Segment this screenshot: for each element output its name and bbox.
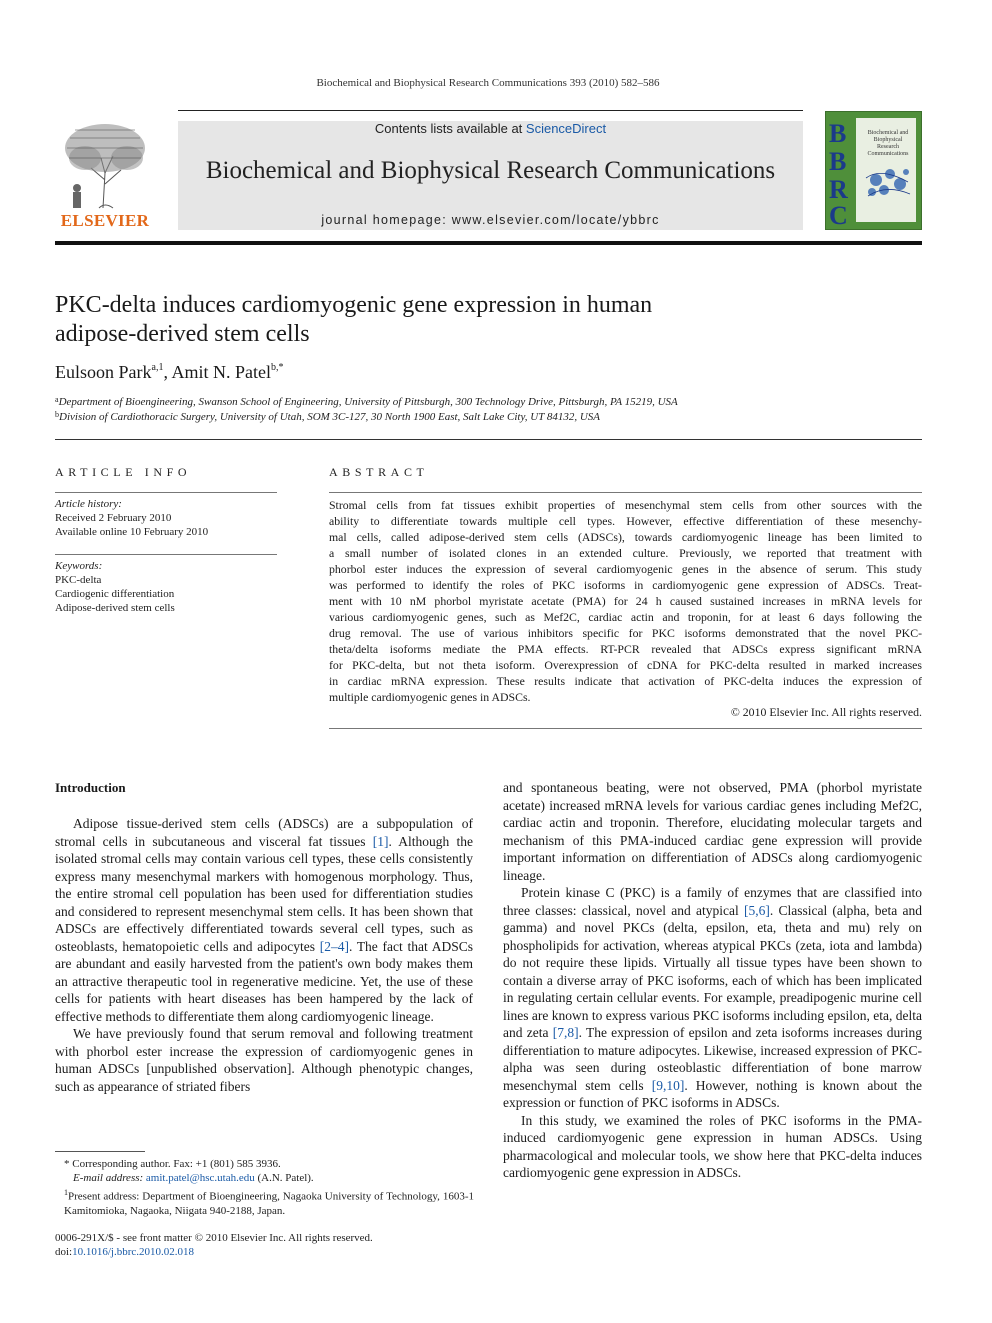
contents-prefix: Contents lists available at	[374, 121, 526, 136]
affiliation-rule	[55, 439, 922, 440]
footnote-email	[73, 1171, 473, 1185]
issn-line: 0006-291X/$ - see front matter © 2010 Elsevier Inc. All rights reserved.	[55, 1232, 373, 1244]
journal-citation: Biochemical and Biophysical Research Communications 393 (2010) 582–586	[316, 77, 660, 89]
paragraph-text: . The expression of epsilon and zeta isoforms increases during differentiation to mature adipocytes. Likewise, increased expression of PKC-alpha was seen during osteoblastic differentiation of bone marrow mesenchymal stem cells	[503, 1025, 922, 1093]
article-history-label: Article history:	[55, 498, 122, 510]
footnote-corresponding: * Corresponding author. Fax: +1 (801) 585 3936.	[64, 1158, 281, 1170]
affiliation-a	[55, 395, 678, 408]
body-right-column	[503, 779, 922, 1182]
paragraph-text: . Although the isolated stromal cells may contain various cell types, these cells consistently express many mesenchymal markers with homogenous morphology. Thus, the entire stromal cell population has been used for differentiation studies and considered to represent mesenchymal stem cells. It has been shown that ADSCs are effectively differentiated towards several cell types, such as osteoblasts, hematopoietic cells and adipocytes	[55, 833, 473, 954]
abstract-line: Stromal cells from fat tissues exhibit properties of mesenchymal stem cells from other sources with the	[329, 498, 922, 512]
online-date: Available online 10 February 2010	[55, 526, 209, 538]
header-rule	[178, 110, 803, 111]
abstract-line: ment with 10 nM phorbol myristate acetate (PMA) for 24 h caused sustained increases in mRNA levels for	[329, 594, 922, 608]
cover-letter-b2: B	[829, 147, 847, 176]
article-title-line2: adipose-derived stem cells	[55, 321, 310, 347]
abstract-line: was performed to identify the roles of PKC isoforms in cardiomyogenic gene expression of ADSCs. Treat-	[329, 578, 922, 592]
keyword: Adipose-derived stem cells	[55, 602, 175, 614]
author-affiliation-marker[interactable]: a,1	[151, 362, 164, 373]
cover-letter-c: C	[829, 201, 848, 229]
article-info-rule	[55, 492, 277, 493]
journal-homepage[interactable]: journal homepage: www.elsevier.com/locate/ybbrc	[321, 213, 660, 227]
abstract-rule-bottom	[329, 728, 922, 729]
keywords-rule	[55, 554, 277, 555]
cover-letter-b1: B	[829, 119, 847, 148]
reference-link[interactable]: [5,6]	[743, 902, 770, 918]
journal-cover	[825, 111, 922, 230]
paragraph-text: Protein kinase C (PKC) is a family of enzymes that are classified into three classes: classical, novel and atypical	[503, 885, 922, 918]
reference-link[interactable]: [7,8]	[552, 1025, 579, 1040]
article-title-line1: PKC-delta induces cardiomyogenic gene expression in human	[55, 292, 653, 318]
sciencedirect-link[interactable]: ScienceDirect	[525, 121, 607, 136]
author-name: Eulsoon Park	[55, 362, 152, 382]
abstract-rule-top	[329, 492, 922, 493]
paragraph-text: We have previously found that serum removal and following treatment with phorbol ester increase the expression of cardiomyogenic genes in human ADSCs [unpublished observation]. Although phenotypic changes, such as appearance of striated fibers	[55, 1026, 473, 1094]
author-list	[55, 362, 283, 383]
email-suffix: (A.N. Patel).	[254, 1172, 314, 1184]
reference-link[interactable]: [1]	[372, 833, 389, 849]
abstract-line: various cardiomyogenic genes, such as Mef2C, cardiac actin and troponin, for at least 6 days following the	[329, 610, 922, 624]
affiliation-text: Department of Bioengineering, Swanson School of Engineering, University of Pittsburgh, 300 Technology Drive, Pittsburgh, PA 15219, USA	[58, 396, 678, 408]
abstract-line: ability to differentiate towards multiple cell types. However, effective differentiation of these mesenchy-	[329, 514, 922, 528]
keyword: PKC-delta	[55, 574, 102, 586]
paragraph	[503, 779, 922, 884]
footnote-rule	[55, 1151, 145, 1152]
abstract-line: theta/delta isoforms mediate the PMA effects. RT-PCR revealed that ADSCs express significant mRNA	[329, 642, 922, 656]
email-link[interactable]: amit.patel@hsc.utah.edu	[145, 1172, 255, 1184]
paragraph	[55, 815, 473, 1025]
article-title	[55, 291, 855, 349]
section-heading-introduction: Introduction	[55, 780, 126, 795]
author-name: Amit N. Patel	[171, 362, 271, 382]
abstract-line: drug removal. The use of various inhibitors specific for PKC isoforms demonstrated that the novel PKC-	[329, 626, 922, 640]
footnote-marker: 1	[64, 1188, 68, 1197]
received-date: Received 2 February 2010	[55, 512, 172, 524]
doi-line	[55, 1245, 373, 1259]
bbrc-cover-image	[826, 112, 921, 229]
paragraph	[55, 1025, 473, 1095]
affiliation-marker: b	[55, 410, 59, 419]
abstract-heading: ABSTRACT	[329, 465, 429, 479]
abstract-line: in cardiac mRNA expression. These results indicate that activation of PKC-delta induces the expression of	[329, 674, 922, 688]
keyword: Cardiogenic differentiation	[55, 588, 175, 600]
abstract-text	[329, 497, 922, 705]
paragraph-text: . However, nothing is known about the expression or function of PKC isoforms in ADSCs.	[503, 1077, 922, 1110]
email-label: E-mail address:	[73, 1172, 146, 1184]
keywords	[55, 559, 277, 615]
cover-title-line1: Biochemical and	[867, 130, 909, 136]
article-history	[55, 497, 277, 539]
paragraph-text: In this study, we examined the roles of PKC isoforms in the PMA-induced cardiomyogenic gene expression in human ADSCs. Using pharmacological and molecular tools, we show here that PKC-delta induces cardiomyogenic gene expression in ADSCs.	[503, 1112, 922, 1180]
journal-title: Biochemical and Biophysical Research Communications	[205, 157, 776, 184]
footnote-text: Present address: Department of Bioengineering, Nagaoka University of Technology, 1603-1 Kamitomioka, Nagaoka, Niigata 940-2188, Japan.	[64, 1190, 474, 1217]
elsevier-wordmark: ELSEVIER	[60, 211, 150, 230]
body-left-column	[55, 815, 473, 1095]
abstract-line: mal cells, called adipose-derived stem cells (ADSCs), towards cardiomyogenic lineage has been limited to	[329, 530, 922, 544]
cover-title-line4: Communications	[867, 151, 909, 157]
doi-link[interactable]: 10.1016/j.bbrc.2010.02.018	[72, 1246, 195, 1258]
article-info-heading: ARTICLE INFO	[55, 465, 192, 479]
affiliation-text: Division of Cardiothoracic Surgery, University of Utah, SOM 3C-127, 30 North 1900 East, Salt Lake City, UT 84132, USA	[59, 411, 601, 423]
abstract-line: phorbol ester induces the expression of several cardiomyogenic genes in the absence of serum. This study	[329, 562, 922, 576]
paragraph-text: Adipose tissue-derived stem cells (ADSCs) are a subpopulation of stromal cells in subcutaneous and visceral fat tissues	[55, 816, 473, 849]
abstract-copyright: © 2010 Elsevier Inc. All rights reserved.	[730, 705, 922, 719]
affiliation-b	[55, 410, 600, 423]
abstract-line: multiple cardiomyogenic genes in ADSCs.	[329, 690, 531, 704]
author-separator: ,	[163, 362, 172, 382]
cover-letter-r: R	[829, 175, 848, 204]
cover-title-line2: Biophysical	[873, 137, 903, 143]
keywords-label: Keywords:	[55, 560, 103, 572]
footnote-1	[64, 1186, 474, 1218]
contents-line	[178, 121, 803, 136]
abstract-line: a small number of isolated clones in an extended culture. Previously, we reported that treatment with	[329, 546, 922, 560]
abstract-line: for PKC-delta, but not theta isoform. Overexpression of cDNA for PKC-delta resulted in marked increases	[329, 658, 922, 672]
paragraph	[503, 884, 922, 1112]
paragraph	[503, 1112, 922, 1182]
author-affiliation-marker[interactable]: b,*	[270, 362, 284, 373]
paragraph-text: . The fact that ADSCs are abundant and easily harvested from the patient's own body makes them an attractive therapeutic tool in regenerative medicine. Yet, the use of these cells for patients with heart diseases has been hampered by the lack of effective methods to differentiate them along cardiomyogenic lineage.	[55, 938, 473, 1024]
doi-label: doi:	[55, 1246, 73, 1258]
header-thick-rule	[55, 241, 922, 245]
cover-title-line3: Research	[877, 144, 899, 150]
front-matter-info	[55, 1231, 373, 1259]
affiliation-marker: a	[55, 395, 59, 404]
reference-link[interactable]: [9,10]	[651, 1077, 685, 1093]
reference-link[interactable]: [2–4]	[319, 938, 349, 954]
paragraph-text: . Classical (alpha, beta and gamma) and novel PKCs (delta, epsilon, eta, theta and mu) rely on phospholipids for activation, whereas atypical PKCs (zeta, iota and lambda) do not require these lipids. Virtually all tissue types have been shown to contain a diverse array of PKC isoforms, each of which has been implicated in regulating certain cellular events. For example, preadipogenic murine cell lines are known to express various PKC isoforms including epsilon, eta, delta and zeta	[503, 902, 922, 1040]
paragraph-text: and spontaneous beating, were not observed, PMA (phorbol myristate acetate) increased mRNA levels for various cardiac genes including Mef2C, cardiac actin and troponin. Therefore, elucidating molecular targets and mechanism of this PMA-induced cardiac gene expression will provide important information on differentiation of ADSCs along cardiomyogenic lineage.	[503, 780, 922, 883]
